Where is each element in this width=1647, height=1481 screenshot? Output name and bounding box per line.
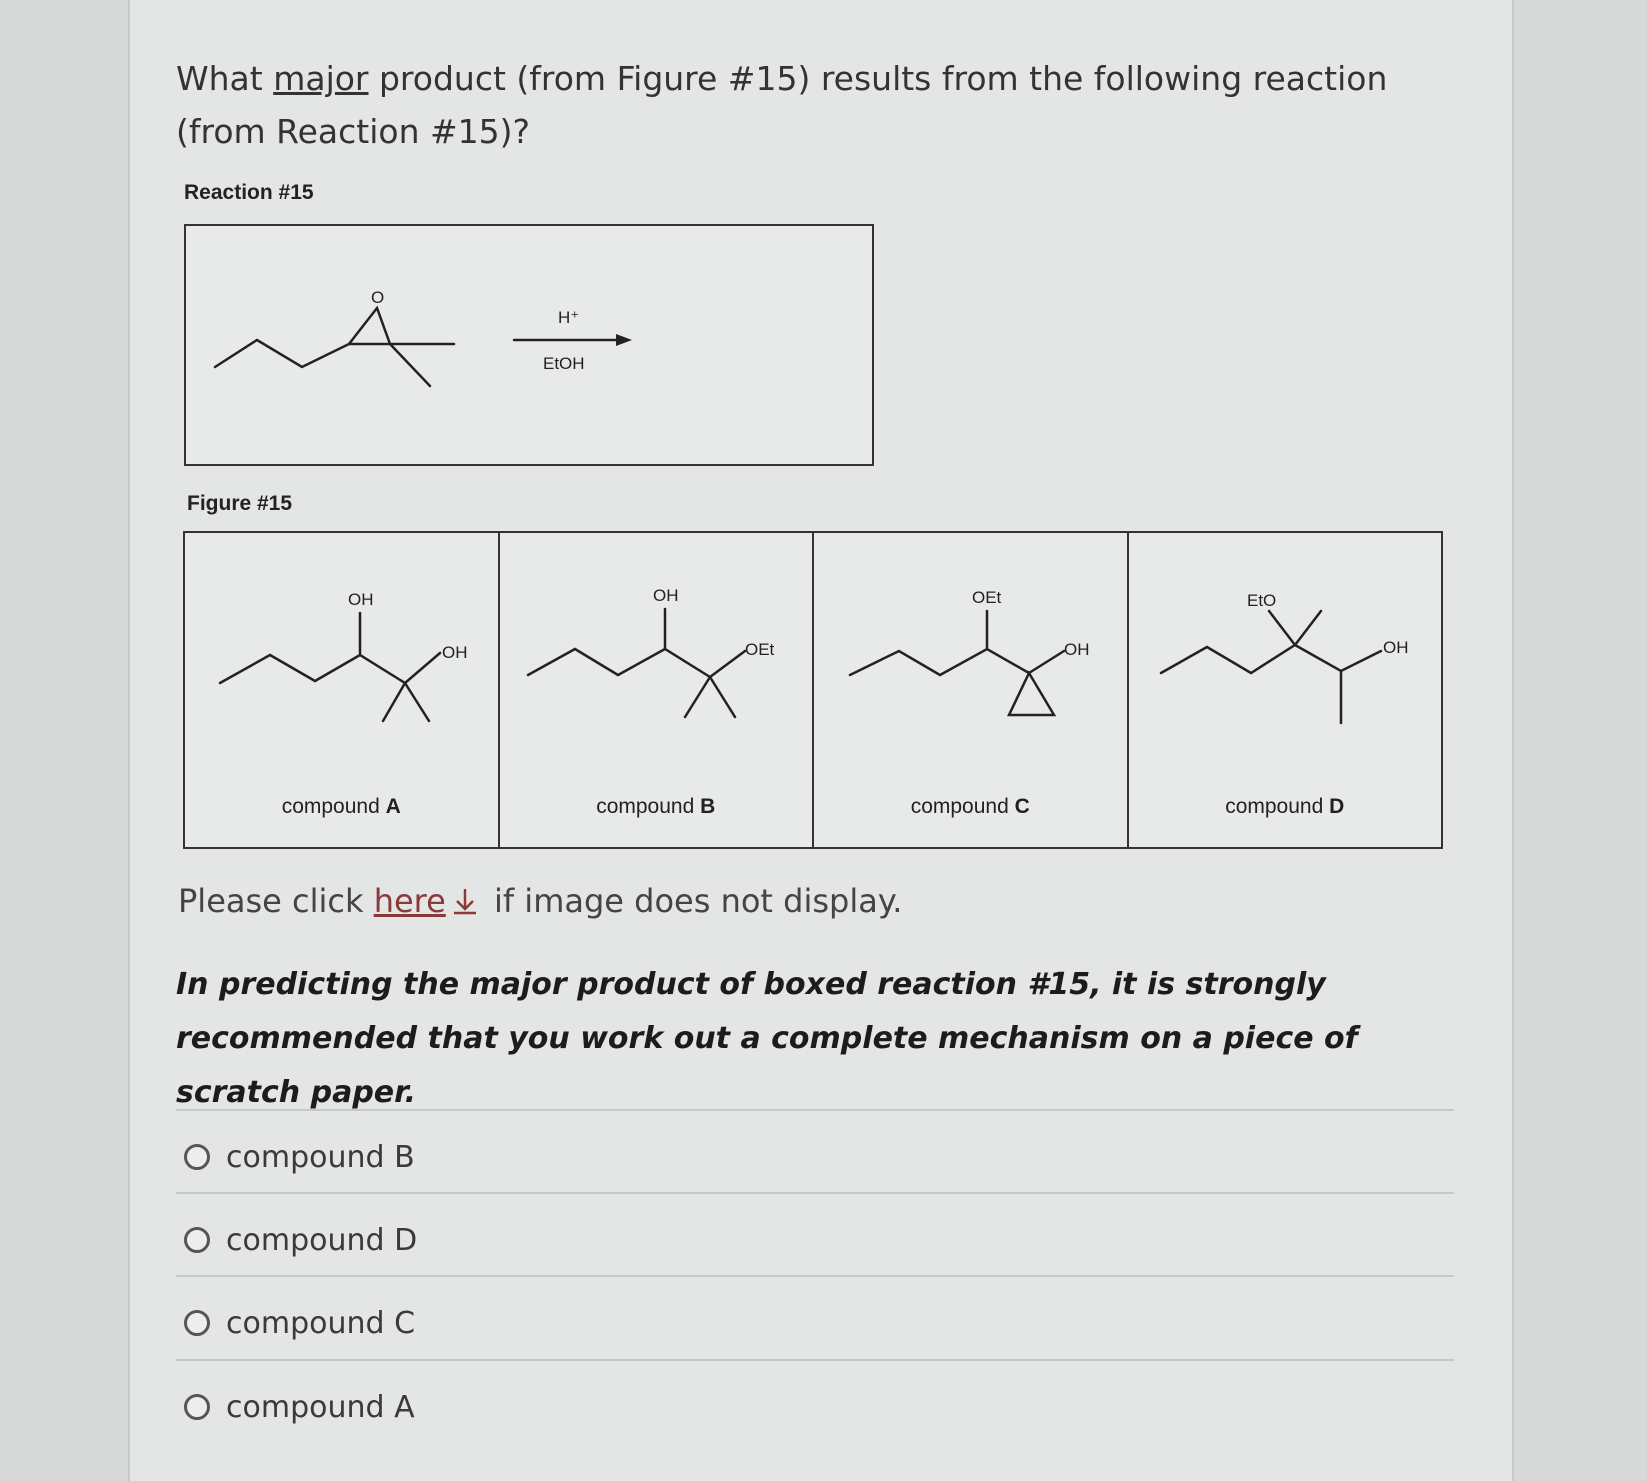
- epoxide-ring: [349, 308, 390, 344]
- compound-a-panel: [185, 533, 500, 847]
- option-label: compound D: [226, 1222, 418, 1258]
- compound-c-skeleton: [850, 611, 1064, 715]
- compound-d-panel: [1129, 533, 1442, 847]
- radio-button[interactable]: [184, 1227, 210, 1253]
- compound-c-label-1: OEt: [972, 588, 1002, 607]
- reagent-solvent: EtOH: [543, 354, 585, 373]
- epoxide-oxygen-label: O: [371, 288, 385, 307]
- download-arrow-icon[interactable]: [452, 886, 478, 924]
- divider: [176, 1192, 1454, 1194]
- compound-b-skeleton: [528, 609, 745, 717]
- figure-label: Figure #15: [187, 492, 293, 515]
- option-compound-c[interactable]: [184, 1298, 415, 1348]
- radio-button[interactable]: [184, 1144, 210, 1170]
- compound-b-label-1: OH: [652, 586, 678, 605]
- image-download-link[interactable]: here: [373, 882, 446, 920]
- compound-a-caption: compound A: [281, 795, 401, 818]
- option-compound-a[interactable]: [184, 1382, 415, 1432]
- reaction-label: Reaction #15: [184, 181, 314, 204]
- question-text: What major product (from Figure #15) results from the following reaction (from Reaction #15)?: [176, 59, 1388, 151]
- compound-c-caption: compound C: [910, 795, 1030, 818]
- compound-a-label-1: OH: [348, 590, 374, 609]
- option-compound-d[interactable]: [184, 1215, 417, 1265]
- divider: [176, 1109, 1454, 1111]
- compound-d-label-1: EtO: [1246, 591, 1276, 610]
- compound-d-label-2: OH: [1382, 638, 1408, 657]
- compound-c-label-2: OH: [1064, 640, 1090, 659]
- compound-b-label-2: OEt: [744, 640, 774, 659]
- option-label: compound B: [226, 1139, 415, 1175]
- reagent-acid: H⁺: [558, 308, 580, 327]
- image-fallback-notice: Please click here if image does not display.: [178, 882, 902, 924]
- instruction-text: In predicting the major product of boxed reaction #15, it is strongly recommended that you work out a complete mechanism on a piece of scratch paper.: [176, 967, 1358, 1110]
- reaction-diagram: [184, 224, 874, 466]
- compound-d-caption: compound D: [1225, 795, 1345, 818]
- compound-a-label-2: OH: [442, 643, 468, 662]
- option-label: compound A: [226, 1389, 415, 1425]
- divider: [176, 1275, 1454, 1277]
- radio-button[interactable]: [184, 1394, 210, 1420]
- compound-c-panel: [814, 533, 1129, 847]
- compound-b-panel: [500, 533, 815, 847]
- option-compound-b[interactable]: [184, 1132, 415, 1182]
- compound-a-skeleton: [220, 613, 440, 721]
- divider: [176, 1359, 1454, 1361]
- arrowhead: [616, 334, 632, 346]
- option-label: compound C: [226, 1305, 416, 1341]
- compound-d-skeleton: [1161, 611, 1381, 723]
- figure-panels: [183, 531, 1443, 849]
- radio-button[interactable]: [184, 1310, 210, 1336]
- reaction-scheme: [186, 226, 872, 464]
- ethyl-chain: [215, 340, 349, 367]
- emphasis-major: major: [273, 59, 369, 98]
- compound-b-caption: compound B: [596, 795, 716, 818]
- methyl-branches: [390, 344, 454, 386]
